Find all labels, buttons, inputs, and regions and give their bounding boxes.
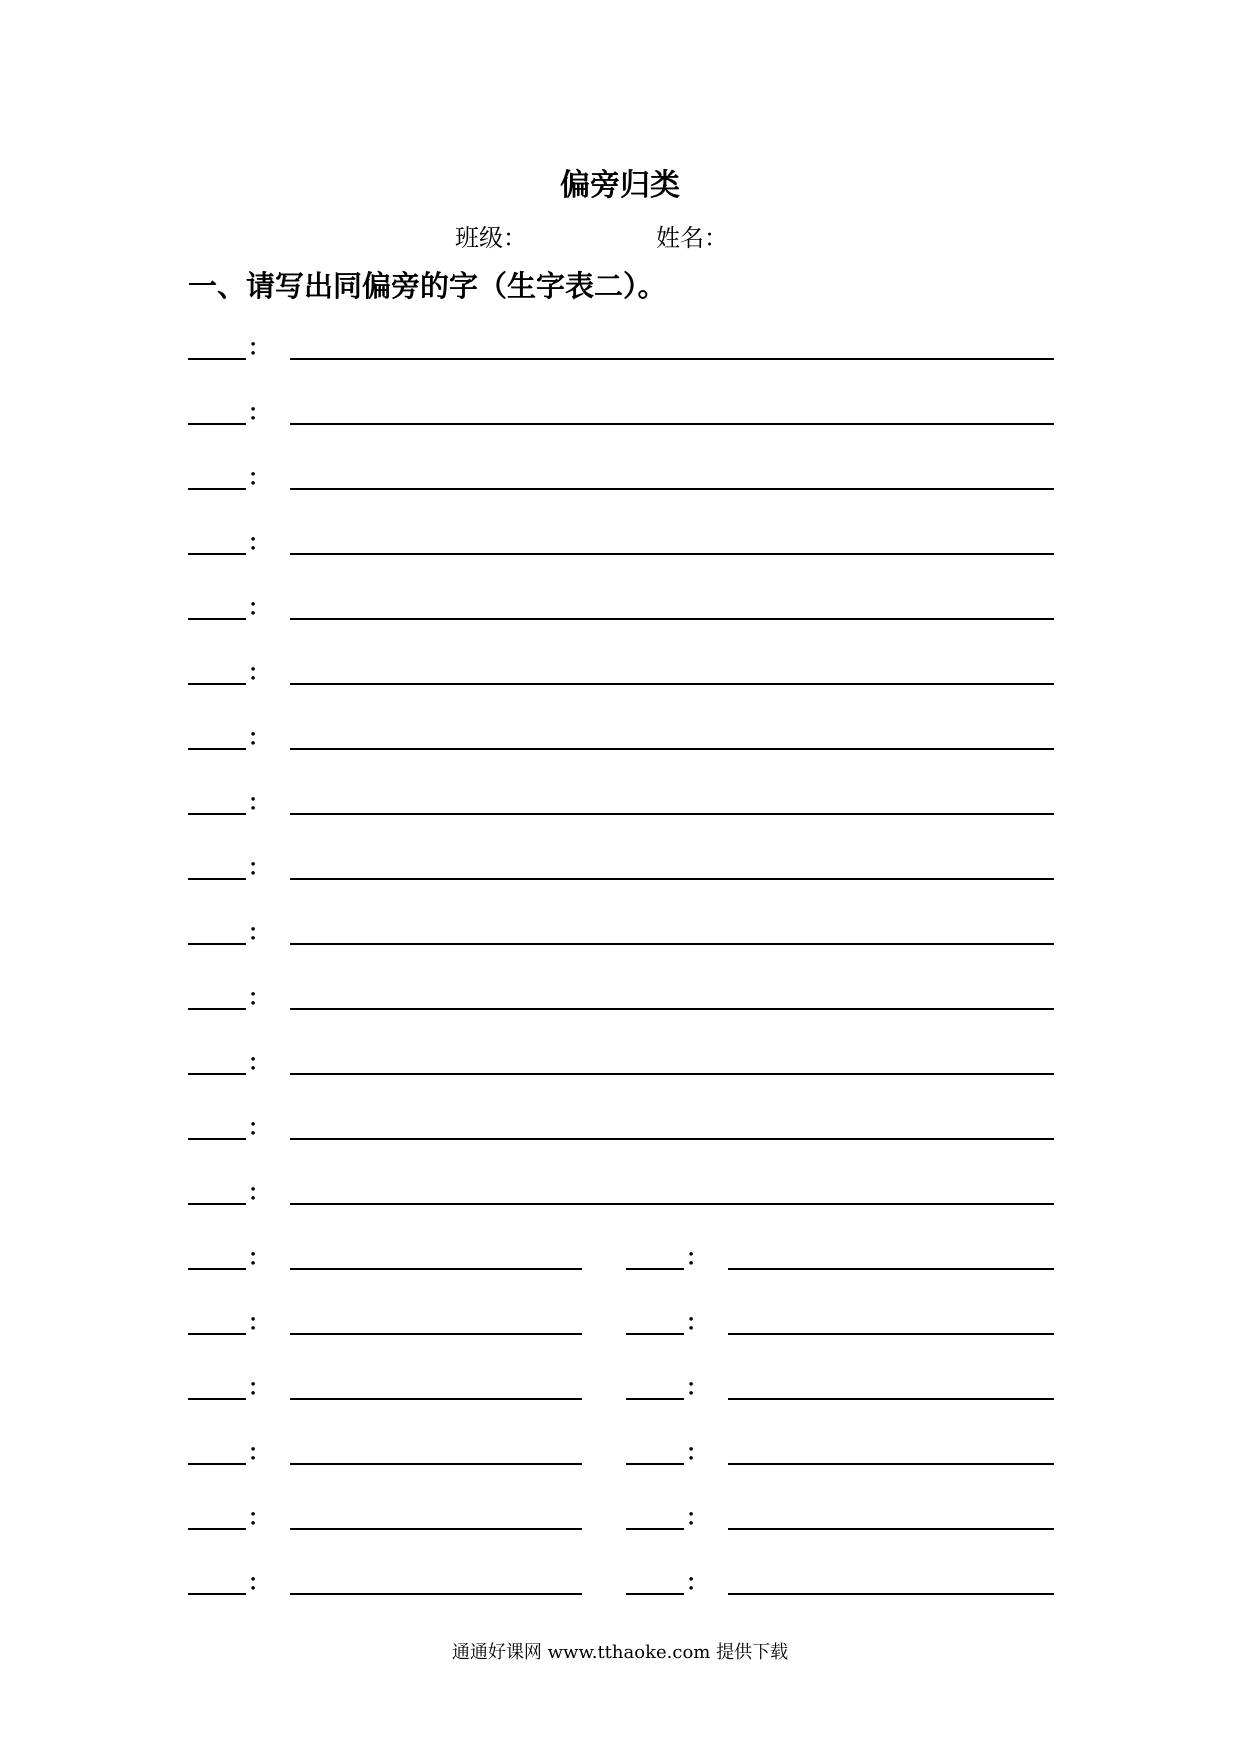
colon-mark: ： bbox=[248, 1376, 271, 1401]
radical-blank[interactable] bbox=[188, 1333, 246, 1335]
colon-mark: ： bbox=[686, 1571, 709, 1596]
radical-blank[interactable] bbox=[626, 1528, 684, 1530]
colon-mark: ： bbox=[686, 1311, 709, 1336]
colon-mark: ： bbox=[248, 531, 271, 556]
answer-row-full bbox=[0, 970, 1240, 1010]
answer-row-two-column bbox=[0, 1490, 1240, 1530]
characters-answer-line[interactable] bbox=[290, 358, 1054, 360]
colon-mark: ： bbox=[248, 1441, 271, 1466]
colon-mark: ： bbox=[248, 466, 271, 491]
colon-mark: ： bbox=[248, 986, 271, 1011]
radical-blank[interactable] bbox=[626, 1333, 684, 1335]
radical-blank[interactable] bbox=[188, 553, 246, 555]
answer-row-full bbox=[0, 710, 1240, 750]
colon-mark: ： bbox=[248, 921, 271, 946]
characters-answer-line[interactable] bbox=[290, 618, 1054, 620]
characters-answer-line[interactable] bbox=[290, 748, 1054, 750]
radical-blank[interactable] bbox=[188, 1593, 246, 1595]
answer-row-two-column bbox=[0, 1360, 1240, 1400]
characters-answer-line[interactable] bbox=[290, 1528, 582, 1530]
radical-blank[interactable] bbox=[188, 1203, 246, 1205]
colon-mark: ： bbox=[248, 336, 271, 361]
colon-mark: ： bbox=[248, 791, 271, 816]
characters-answer-line[interactable] bbox=[728, 1593, 1054, 1595]
characters-answer-line[interactable] bbox=[290, 1398, 582, 1400]
colon-mark: ： bbox=[248, 1246, 271, 1271]
radical-blank[interactable] bbox=[626, 1463, 684, 1465]
radical-blank[interactable] bbox=[188, 748, 246, 750]
radical-blank[interactable] bbox=[188, 1463, 246, 1465]
characters-answer-line[interactable] bbox=[290, 1268, 582, 1270]
colon-mark: ： bbox=[248, 1181, 271, 1206]
characters-answer-line[interactable] bbox=[290, 1073, 1054, 1075]
answer-row-full bbox=[0, 450, 1240, 490]
answer-row-full bbox=[0, 645, 1240, 685]
radical-blank[interactable] bbox=[626, 1398, 684, 1400]
colon-mark: ： bbox=[248, 1116, 271, 1141]
radical-blank[interactable] bbox=[188, 1138, 246, 1140]
colon-mark: ： bbox=[686, 1441, 709, 1466]
answer-row-full bbox=[0, 775, 1240, 815]
colon-mark: ： bbox=[248, 1051, 271, 1076]
colon-mark: ： bbox=[248, 1571, 271, 1596]
footer-source: 通通好课网 www.tthaoke.com 提供下载 bbox=[451, 1642, 789, 1663]
answer-row-full bbox=[0, 1035, 1240, 1075]
characters-answer-line[interactable] bbox=[290, 813, 1054, 815]
answer-row-full bbox=[0, 1165, 1240, 1205]
characters-answer-line[interactable] bbox=[290, 1333, 582, 1335]
radical-blank[interactable] bbox=[188, 1268, 246, 1270]
radical-blank[interactable] bbox=[188, 878, 246, 880]
radical-blank[interactable] bbox=[188, 1073, 246, 1075]
characters-answer-line[interactable] bbox=[728, 1268, 1054, 1270]
radical-blank[interactable] bbox=[188, 1008, 246, 1010]
colon-mark: ： bbox=[686, 1376, 709, 1401]
radical-blank[interactable] bbox=[188, 358, 246, 360]
radical-blank[interactable] bbox=[188, 683, 246, 685]
characters-answer-line[interactable] bbox=[290, 943, 1054, 945]
characters-answer-line[interactable] bbox=[290, 1463, 582, 1465]
characters-answer-line[interactable] bbox=[290, 1138, 1054, 1140]
answer-row-full bbox=[0, 580, 1240, 620]
characters-answer-line[interactable] bbox=[290, 1203, 1054, 1205]
answer-row-two-column bbox=[0, 1555, 1240, 1595]
answer-row-full bbox=[0, 905, 1240, 945]
answer-row-full bbox=[0, 840, 1240, 880]
characters-answer-line[interactable] bbox=[290, 878, 1054, 880]
answer-row-two-column bbox=[0, 1295, 1240, 1335]
radical-blank[interactable] bbox=[188, 1528, 246, 1530]
answer-row-two-column bbox=[0, 1230, 1240, 1270]
characters-answer-line[interactable] bbox=[728, 1463, 1054, 1465]
colon-mark: ： bbox=[248, 661, 271, 686]
class-label: 班级： bbox=[455, 224, 527, 252]
colon-mark: ： bbox=[248, 1311, 271, 1336]
characters-answer-line[interactable] bbox=[290, 488, 1054, 490]
answer-row-full bbox=[0, 385, 1240, 425]
radical-blank[interactable] bbox=[626, 1268, 684, 1270]
radical-blank[interactable] bbox=[188, 813, 246, 815]
characters-answer-line[interactable] bbox=[290, 553, 1054, 555]
answer-row-two-column bbox=[0, 1425, 1240, 1465]
radical-blank[interactable] bbox=[188, 488, 246, 490]
radical-blank[interactable] bbox=[188, 1398, 246, 1400]
characters-answer-line[interactable] bbox=[728, 1398, 1054, 1400]
colon-mark: ： bbox=[248, 1506, 271, 1531]
characters-answer-line[interactable] bbox=[290, 683, 1054, 685]
answer-row-full bbox=[0, 515, 1240, 555]
radical-blank[interactable] bbox=[626, 1593, 684, 1595]
characters-answer-line[interactable] bbox=[290, 423, 1054, 425]
radical-blank[interactable] bbox=[188, 618, 246, 620]
colon-mark: ： bbox=[248, 726, 271, 751]
radical-blank[interactable] bbox=[188, 943, 246, 945]
answer-row-full bbox=[0, 1100, 1240, 1140]
colon-mark: ： bbox=[248, 596, 271, 621]
radical-blank[interactable] bbox=[188, 423, 246, 425]
characters-answer-line[interactable] bbox=[728, 1333, 1054, 1335]
characters-answer-line[interactable] bbox=[290, 1593, 582, 1595]
colon-mark: ： bbox=[686, 1506, 709, 1531]
answer-row-full bbox=[0, 320, 1240, 360]
worksheet-title: 偏旁归类 bbox=[560, 168, 680, 203]
colon-mark: ： bbox=[248, 401, 271, 426]
colon-mark: ： bbox=[686, 1246, 709, 1271]
characters-answer-line[interactable] bbox=[290, 1008, 1054, 1010]
colon-mark: ： bbox=[248, 856, 271, 881]
question-heading: 一、请写出同偏旁的字（生字表二）。 bbox=[188, 269, 667, 303]
name-label: 姓名： bbox=[656, 224, 728, 252]
characters-answer-line[interactable] bbox=[728, 1528, 1054, 1530]
